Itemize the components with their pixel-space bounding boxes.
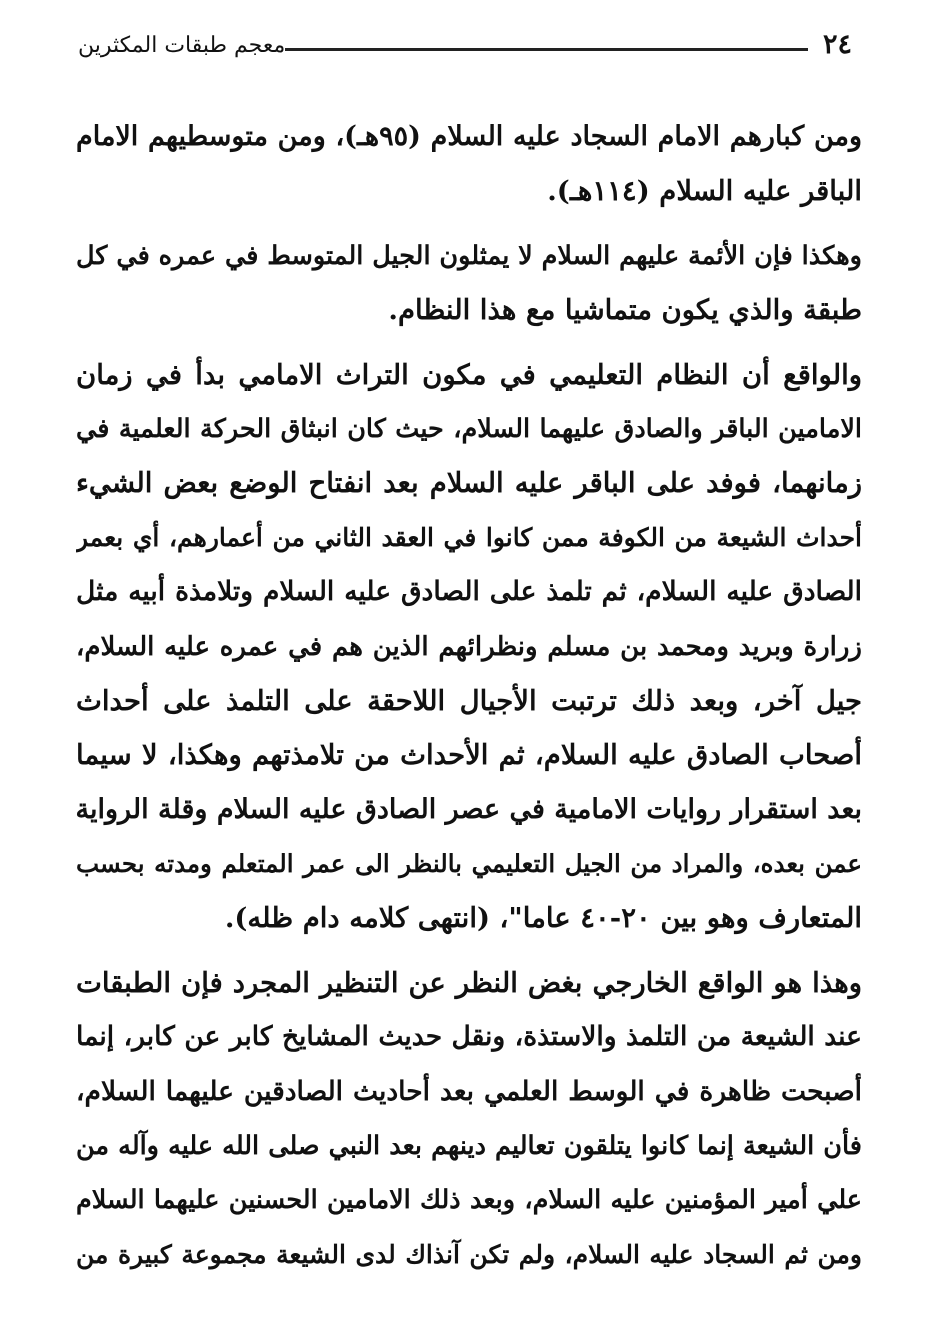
text-line: الامامين الباقر والصادق عليهما السلام، حيث كان انبثاق الحركة العلمية في (76, 413, 862, 444)
text-line: أصبحت ظاهرة في الوسط العلمي بعد أحاديث الصادقين عليهما السلام، (76, 1075, 862, 1107)
body-text (76, 110, 862, 1282)
book-title: معجم طبقات المكثرين (78, 33, 286, 58)
paragraph-3 (76, 348, 862, 946)
text-line: ومن ثم السجاد عليه السلام، ولم تكن آنذاك لدى الشيعة مجموعة كبيرة من (76, 1239, 862, 1269)
paragraph-4 (76, 956, 862, 1282)
paragraph-1 (76, 110, 862, 219)
text-line: المتعارف وهو بين ٢٠-٤٠ عاما"، (انتهى كلامه دام ظله). (224, 902, 862, 935)
text-line: وهكذا فإن الأئمة عليهم السلام لا يمثلون الجيل المتوسط في عمره في كل (76, 240, 862, 271)
text-line: علي أمير المؤمنين عليه السلام، وبعد ذلك الامامين الحسنين عليهما السلام (76, 1185, 862, 1216)
text-line: زرارة وبريد ومحمد بن مسلم ونظرائهم الذين هم في عمره عليه السلام، (76, 631, 862, 662)
page-number: ٢٤ (822, 29, 852, 60)
running-header (70, 26, 860, 66)
text-line: فأن الشيعة إنما كانوا يتلقون تعاليم دينهم بعد النبي صلى الله عليه وآله من (76, 1131, 862, 1162)
text-line: الصادق عليه السلام، ثم تلمذ على الصادق عليه السلام وتلامذة أبيه مثل (76, 576, 862, 608)
text-line: أصحاب الصادق عليه السلام، ثم الأحداث من تلامذتهم وهكذا، لا سيما (76, 739, 862, 772)
text-line: والواقع أن النظام التعليمي في مكون التراث الامامي بدأ في زمان (76, 358, 862, 391)
text-line: جيل آخر، وبعد ذلك ترتبت الأجيال اللاحقة على التلمذ على أحداث (76, 684, 862, 717)
text-line: وهذا هو الواقع الخارجي بغض النظر عن التنظير المجرد فإن الطبقات (76, 966, 862, 999)
text-line: عمن بعده، والمراد من الجيل التعليمي بالنظر الى عمر المتعلم ومدته بحسب (76, 849, 862, 879)
text-line: أحداث الشيعة من الكوفة ممن كانوا في العقد الثاني من أعمارهم، أي بعمر (76, 522, 862, 552)
text-line: طبقة والذي يكون متماشيا مع هذا النظام. (388, 294, 862, 327)
text-line: عند الشيعة من التلمذ والاستذة، ونقل حديث المشايخ كابر عن كابر، إنما (76, 1021, 862, 1053)
text-line: الباقر عليه السلام (١١٤هـ). (547, 175, 862, 208)
paragraph-2 (76, 229, 862, 338)
header-rule (285, 48, 808, 51)
text-line: بعد استقرار روايات الامامية في عصر الصادق عليه السلام وقلة الرواية (76, 793, 862, 825)
text-line: ومن كبارهم الامام السجاد عليه السلام (٩٥هـ)، ومن متوسطيهم الامام (76, 121, 862, 152)
text-line: زمانهما، فوفد على الباقر عليه السلام بعد انفتاح الوضع بعض الشيء (76, 467, 862, 500)
